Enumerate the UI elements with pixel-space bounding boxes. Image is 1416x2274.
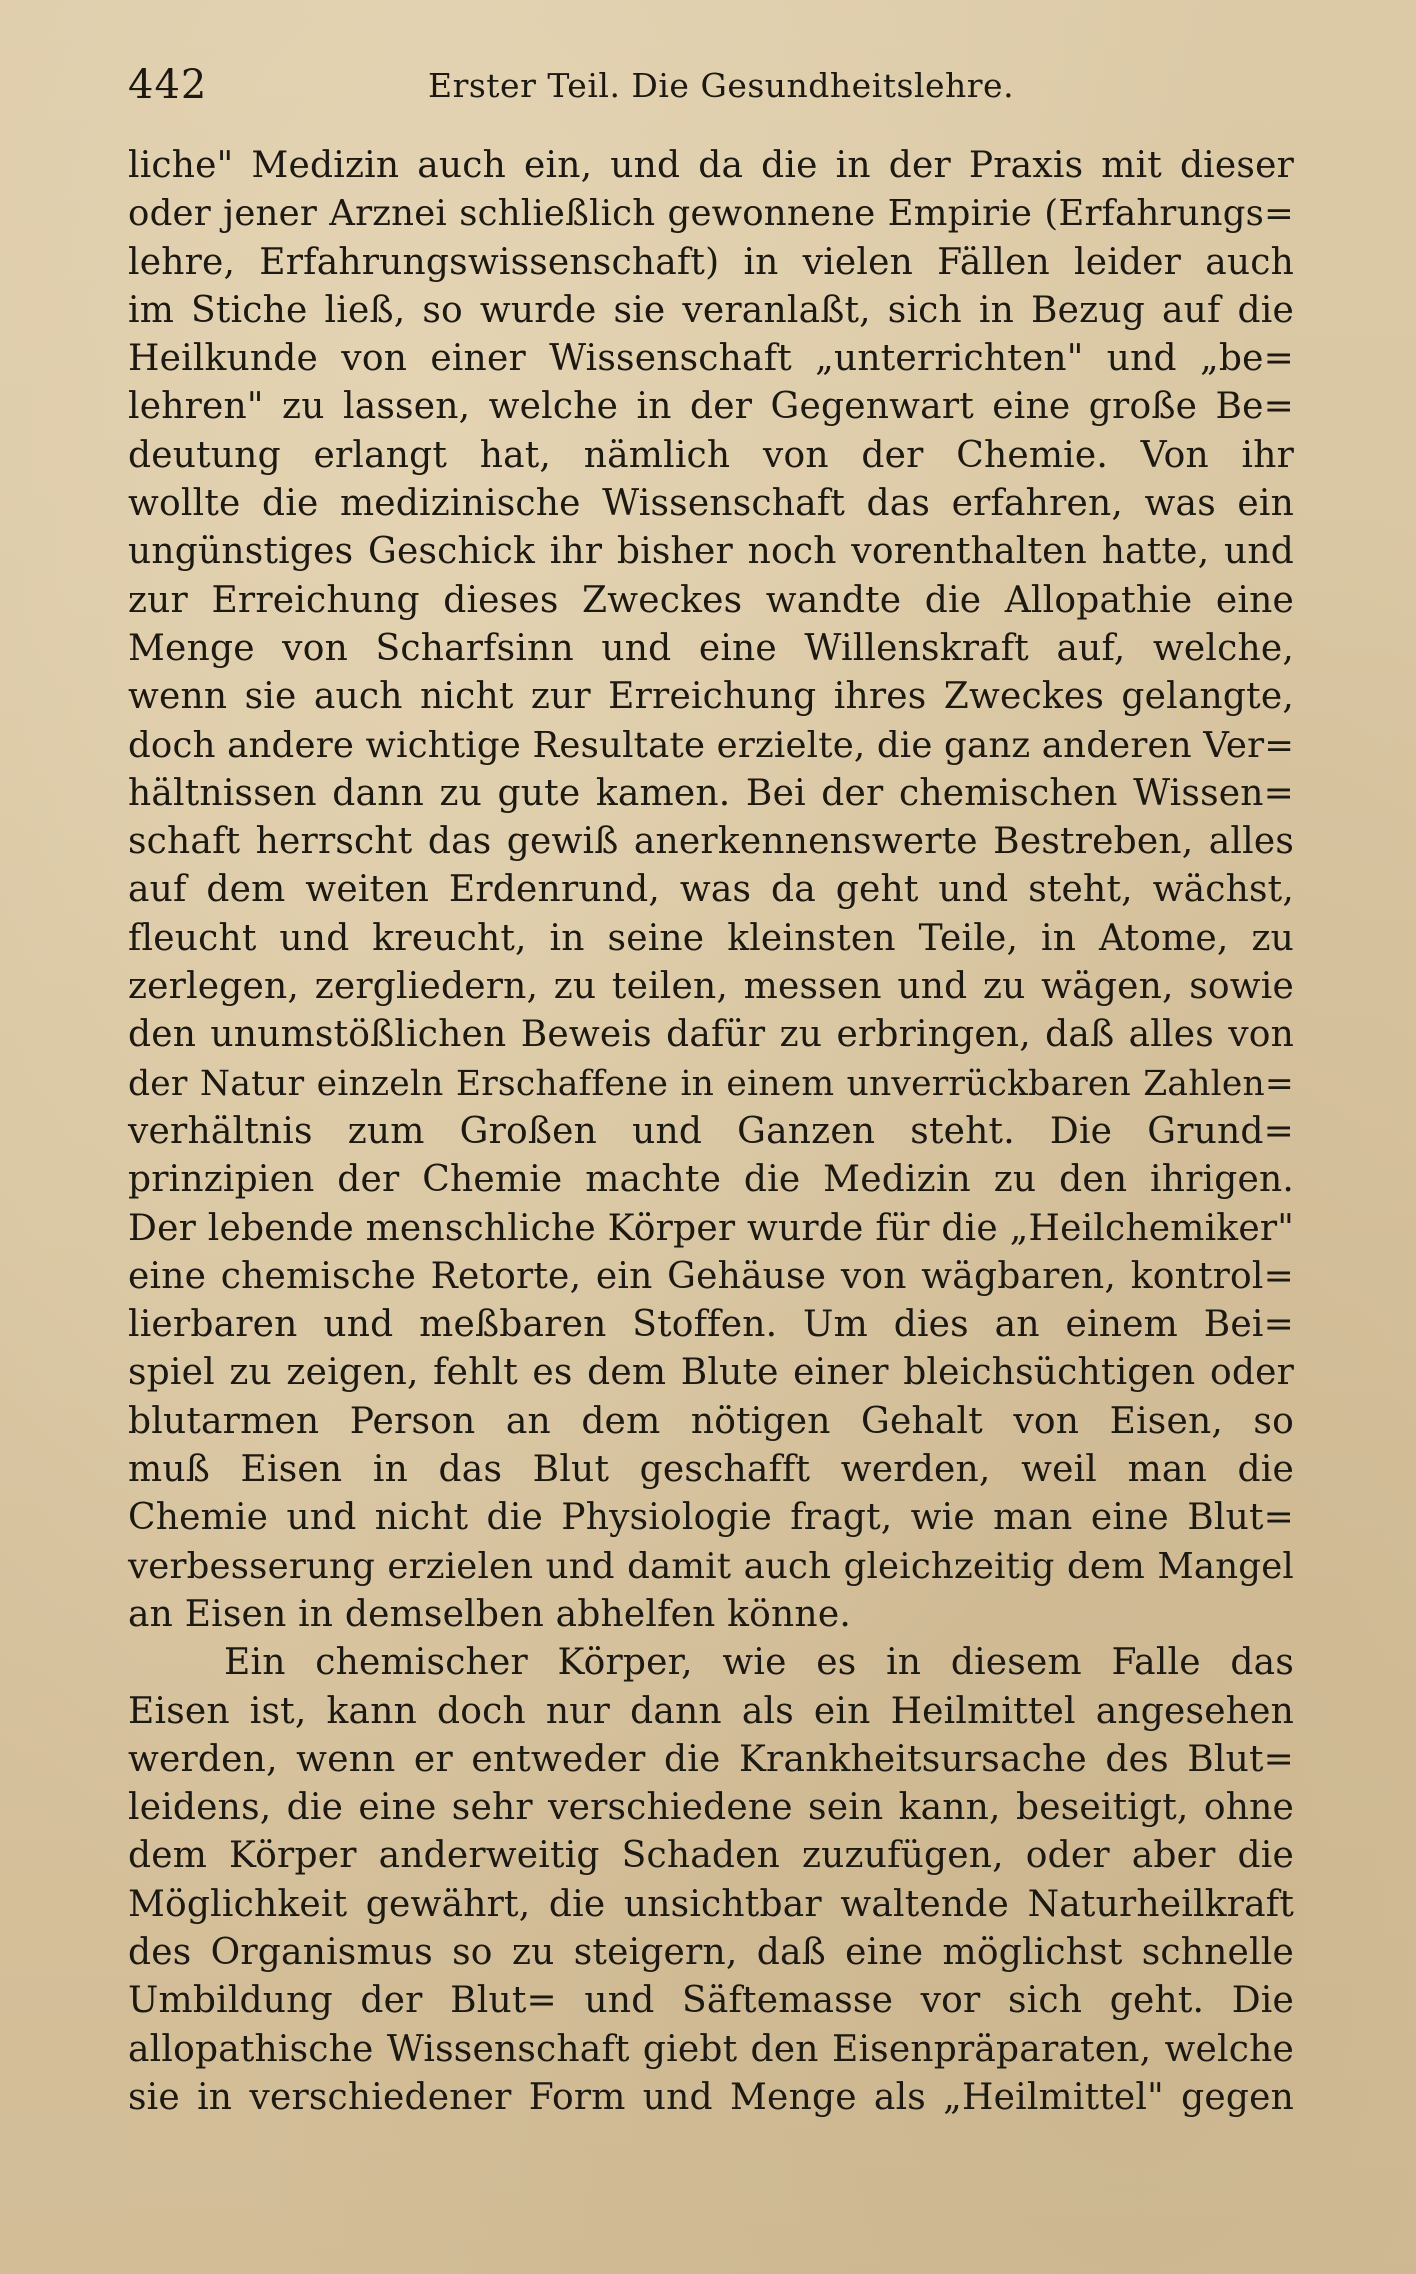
text-line: zerlegen, zergliedern, zu teilen, messen und zu wägen, sowie [128, 966, 1294, 1008]
text-line: wenn sie auch nicht zur Erreichung ihres Zweckes gelangte, [128, 676, 1294, 718]
text-line: Chemie und nicht die Physiologie fragt, wie man eine Blut= [128, 1497, 1294, 1539]
text-line: prinzipien der Chemie machte die Medizin zu den ihrigen. [128, 1159, 1294, 1201]
text-line: zur Erreichung dieses Zweckes wandte die Allopathie eine [128, 579, 1294, 621]
text-line: blutarmen Person an dem nötigen Gehalt von Eisen, so [128, 1400, 1294, 1442]
text-line: liche" Medizin auch ein, und da die in der Praxis mit dieser [128, 145, 1294, 186]
text-line: Der lebende menschliche Körper wurde für die „Heilchemiker" [128, 1207, 1294, 1249]
text-line: auf dem weiten Erdenrund, was da geht und steht, wächst, [128, 869, 1294, 911]
text-line: eine chemische Retorte, ein Gehäuse von wägbaren, kontrol= [128, 1255, 1294, 1297]
text-line: lehre, Erfahrungswissenschaft) in vielen Fällen leider auch [128, 241, 1294, 283]
text-line: werden, wenn er entweder die Krankheitsursache des Blut= [128, 1738, 1294, 1780]
text-line: dem Körper anderweitig Schaden zuzufügen, oder aber die [128, 1835, 1294, 1877]
text-line: schaft herrscht das gewiß anerkennenswerte Bestreben, alles [128, 821, 1294, 863]
text-line: ungünstiges Geschick ihr bisher noch vorenthalten hatte, und [128, 531, 1294, 573]
text-line: doch andere wichtige Resultate erzielte, die ganz anderen Ver= [128, 724, 1295, 766]
text-line: Ein chemischer Körper, wie es in diesem Falle das [224, 1642, 1294, 1684]
text-line: Heilkunde von einer Wissenschaft „unterrichten" und „be= [128, 338, 1294, 380]
text-line: wollte die medizinische Wissenschaft das erfahren, was ein [128, 483, 1294, 525]
text-line: spiel zu zeigen, fehlt es dem Blute einer bleichsüchtigen oder [128, 1352, 1294, 1394]
text-line: lierbaren und meßbaren Stoffen. Um dies an einem Bei= [128, 1304, 1294, 1346]
text-line: im Stiche ließ, so wurde sie veranlaßt, sich in Bezug auf die [128, 289, 1294, 331]
text-line: Eisen ist, kann doch nur dann als ein Heilmittel angesehen [128, 1690, 1294, 1732]
text-line: der Natur einzeln Erschaffene in einem unverrückbaren Zahlen= [128, 1063, 1294, 1104]
running-head: Erster Teil. Die Gesundheitslehre. [428, 66, 1015, 105]
text-line: allopathische Wissenschaft giebt den Eisenpräparaten, welche [128, 2028, 1294, 2070]
text-line: leidens, die eine sehr verschiedene sein kann, beseitigt, ohne [128, 1787, 1294, 1829]
text-line: den unumstößlichen Beweis dafür zu erbringen, daß alles von [128, 1014, 1294, 1056]
text-line: Möglichkeit gewährt, die unsichtbar waltende Naturheilkraft [128, 1883, 1294, 1925]
paragraph-1 [128, 142, 1294, 1639]
text-line: Umbildung der Blut= und Säftemasse vor sich geht. Die [128, 1980, 1294, 2022]
body-text [128, 142, 1294, 2122]
page-number: 442 [128, 62, 208, 108]
text-line: an Eisen in demselben abhelfen könne. [128, 1593, 851, 1635]
text-line: des Organismus so zu steigern, daß eine möglichst schnelle [128, 1931, 1294, 1973]
text-line: lehren" zu lassen, welche in der Gegenwart eine große Be= [128, 386, 1294, 428]
text-line: muß Eisen in das Blut geschafft werden, weil man die [128, 1449, 1294, 1491]
text-line: verbesserung erzielen und damit auch gleichzeitig dem Mangel [128, 1545, 1294, 1587]
text-line: verhältnis zum Großen und Ganzen steht. Die Grund= [128, 1110, 1294, 1152]
page-header [128, 58, 1298, 118]
paragraph-2 [128, 1639, 1294, 2122]
text-line: oder jener Arznei schließlich gewonnene Empirie (Erfahrungs= [128, 193, 1294, 235]
text-line: deutung erlangt hat, nämlich von der Chemie. Von ihr [128, 434, 1294, 476]
text-line: Menge von Scharfsinn und eine Willenskraft auf, welche, [128, 627, 1294, 669]
text-line: hältnissen dann zu gute kamen. Bei der chemischen Wissen= [128, 772, 1294, 814]
text-line: sie in verschiedener Form und Menge als „Heilmittel" gegen [128, 2076, 1294, 2118]
text-line: fleucht und kreucht, in seine kleinsten Teile, in Atome, zu [128, 917, 1294, 959]
